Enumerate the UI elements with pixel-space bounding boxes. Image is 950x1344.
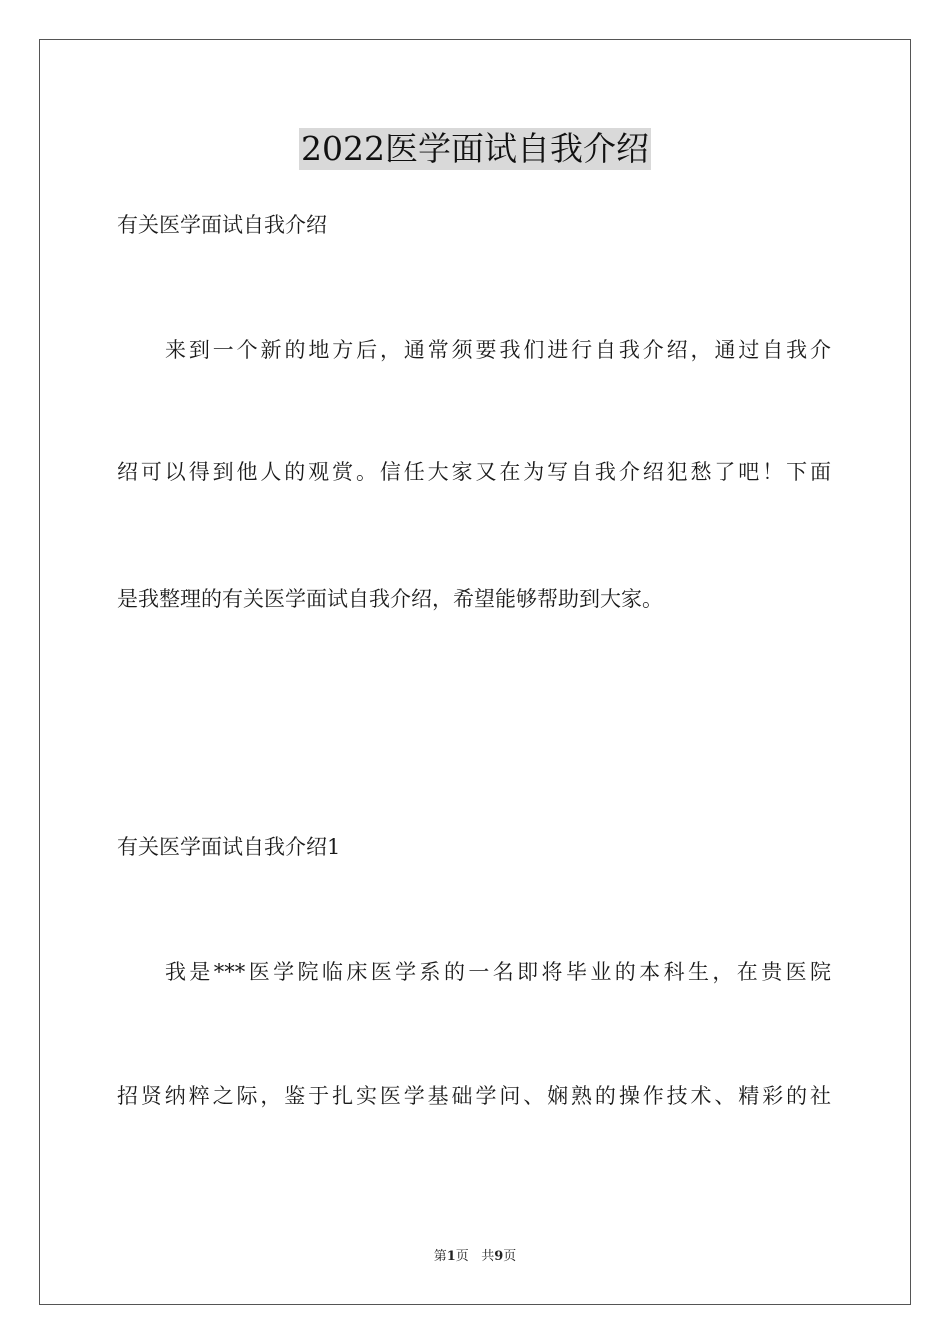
footer-total-suffix: 页 bbox=[503, 1249, 517, 1264]
section-heading-intro: 有关医学面试自我介绍 bbox=[117, 213, 327, 237]
paragraph-line-4: 我是***医学院临床医学系的一名即将毕业的本科生，在贵医院 bbox=[165, 960, 831, 984]
paragraph-line-2: 绍可以得到他人的观赏。信任大家又在为写自我介绍犯愁了吧！下面 bbox=[117, 460, 831, 484]
footer-page-suffix: 页 bbox=[455, 1249, 469, 1264]
section-heading-1: 有关医学面试自我介绍1 bbox=[117, 835, 341, 859]
footer-page-prefix: 第 bbox=[433, 1249, 447, 1264]
document-title: 2022医学面试自我介绍 bbox=[301, 129, 649, 168]
footer-page-number: 1 bbox=[446, 1249, 456, 1264]
footer-total-prefix: 共 bbox=[481, 1249, 495, 1264]
page-footer bbox=[0, 1248, 950, 1266]
title-container bbox=[0, 128, 950, 170]
paragraph-line-5: 招贤纳粹之际，鉴于扎实医学基础学问、娴熟的操作技术、精彩的社 bbox=[117, 1084, 831, 1108]
paragraph-line-3: 是我整理的有关医学面试自我介绍，希望能够帮助到大家。 bbox=[117, 587, 663, 611]
paragraph-line-1: 来到一个新的地方后，通常须要我们进行自我介绍，通过自我介 bbox=[165, 338, 831, 362]
footer-total-pages: 9 bbox=[494, 1249, 504, 1264]
